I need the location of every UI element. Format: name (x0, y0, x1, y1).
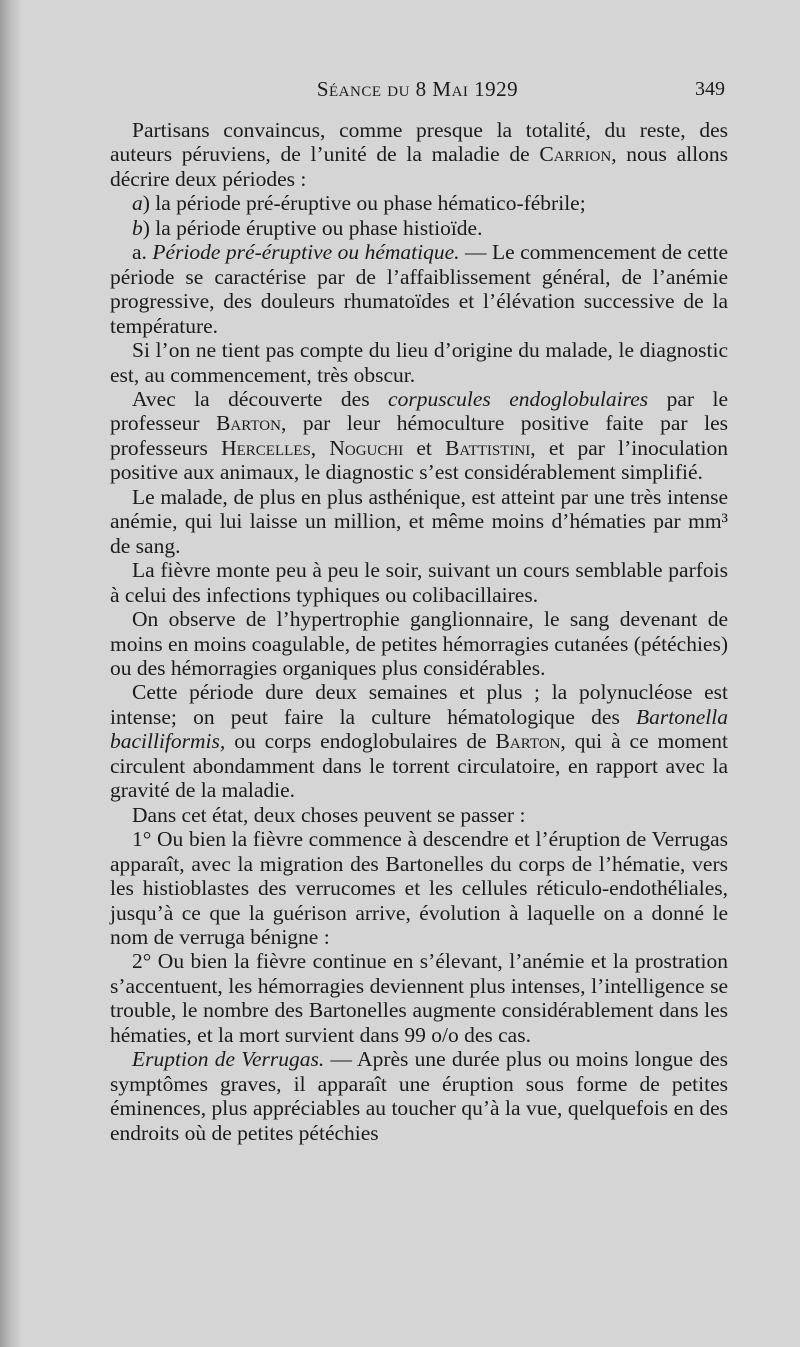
text-run: Partisans convaincus, comme presque la totalité, du reste, des auteurs péruviens, de l’unité de la maladie de (110, 118, 728, 167)
scan-gutter-shadow (0, 0, 22, 1347)
text-run: On observe de l’hypertrophie ganglionnaire, le sang devenant de moins en moins coagulable, de petites hémorragies cutanées (pétéchies) ou des hémorragies organiques plus considérables. (110, 607, 728, 680)
paragraph (110, 558, 728, 607)
text-run: 2° Ou bien la fièvre continue en s’élevant, l’anémie et la prostration s’accentuent, les hémorragies deviennent plus intenses, l’intelligence se trouble, le nombre des Bartonelles augmente considérablement dans les hématies, et la mort survient dans 99 o/o des cas. (110, 949, 728, 1047)
author-name: Barton (216, 411, 281, 436)
text-run: , qui à ce moment circulent abondamment dans le torrent circulatoire, en rapport avec la gravité de la maladie. (110, 729, 728, 803)
text-run: — Le commencement de cette période se caractérise par de l’affaiblissement général, de l’anémie progressive, des douleurs rhumatoïdes et l’élévation successive de la température. (110, 240, 728, 338)
text-run: La fièvre monte peu à peu le soir, suivant un cours semblable parfois à celui des infections typhiques ou colibacillaires. (110, 558, 728, 607)
text-run: par le professeur (110, 386, 729, 436)
paragraph (110, 949, 728, 1047)
text-run: et (403, 435, 446, 460)
italic-text: Bartonella bacilliformis, (110, 704, 728, 754)
running-header (110, 74, 725, 104)
italic-text: Eruption de Verrugas. (132, 1047, 325, 1072)
text-run: a. (132, 240, 153, 265)
paragraph (110, 118, 728, 191)
paragraph (110, 680, 728, 802)
text-run: , (310, 435, 330, 460)
paragraph (110, 240, 728, 338)
text-run: 1° Ou bien la fièvre commence à descendre et l’éruption de Verrugas apparaît, avec la migration des Bartonelles du corps de l’hématie, vers les histioblastes des verrucomes et les cellules réticulo-endothéliales, jusqu’à ce que la guérison arrive, évolution à laquelle on a donné le nom de verruga bénigne : (110, 827, 728, 949)
italic-text: a (132, 191, 143, 216)
text-run: — Après une durée plus ou moins longue des symptômes graves, il apparaît une éruption sous forme de petites éminences, plus appréciables au toucher qu’à la vue, quelquefois en des endroits où de petites pétéchies (110, 1047, 728, 1145)
author-name: Carrion (539, 142, 612, 167)
text-run: , nous allons décrire deux périodes : (110, 142, 728, 191)
author-name: Hercelles (221, 435, 311, 460)
author-name: Barton (495, 729, 561, 754)
text-run: , et par l’inoculation positive aux animaux, le diagnostic s’est considérablement simplifié. (110, 435, 728, 485)
paragraph (110, 827, 728, 949)
paragraph (110, 607, 728, 680)
paragraph (110, 216, 728, 240)
paragraph (110, 387, 728, 485)
text-run: Cette période dure deux semaines et plus ; la polynucléose est intense; on peut faire la culture hématologique des (110, 680, 728, 729)
text-run: Dans cet état, deux choses peuvent se passer : (132, 802, 526, 827)
paragraph (110, 191, 728, 215)
text-run: ou corps endoglobulaires de (225, 729, 496, 754)
author-name: Battistini (445, 435, 531, 460)
text-run: Le malade, de plus en plus asthénique, est atteint par une très intense anémie, qui lui laisse un million, et même moins d’hématies par mm³ de sang. (110, 484, 728, 558)
text-run: , par leur hémoculture positive faite par les professeurs (110, 411, 728, 460)
text-run: Si l’on ne tient pas compte du lieu d’origine du malade, le diagnostic est, au commencement, très obscur. (110, 338, 728, 387)
italic-text: corpuscules endoglobulaires (388, 386, 649, 411)
page-number: 349 (695, 78, 725, 100)
paragraph (110, 485, 728, 558)
text-run: ) la période éruptive ou phase histioïde. (142, 215, 483, 240)
italic-text: Période pré-éruptive ou hématique. (152, 240, 460, 265)
body-text (110, 118, 728, 1145)
paragraph (110, 1047, 728, 1145)
session-title: Séance du 8 Mai 1929 (316, 77, 519, 101)
paragraph (110, 803, 728, 827)
paragraph (110, 338, 728, 387)
italic-text: b (132, 215, 143, 240)
text-run: Avec la découverte des (132, 386, 389, 411)
text-run: ) la période pré-éruptive ou phase hématico-fébrile; (142, 191, 586, 216)
author-name: Noguchi (329, 435, 404, 460)
